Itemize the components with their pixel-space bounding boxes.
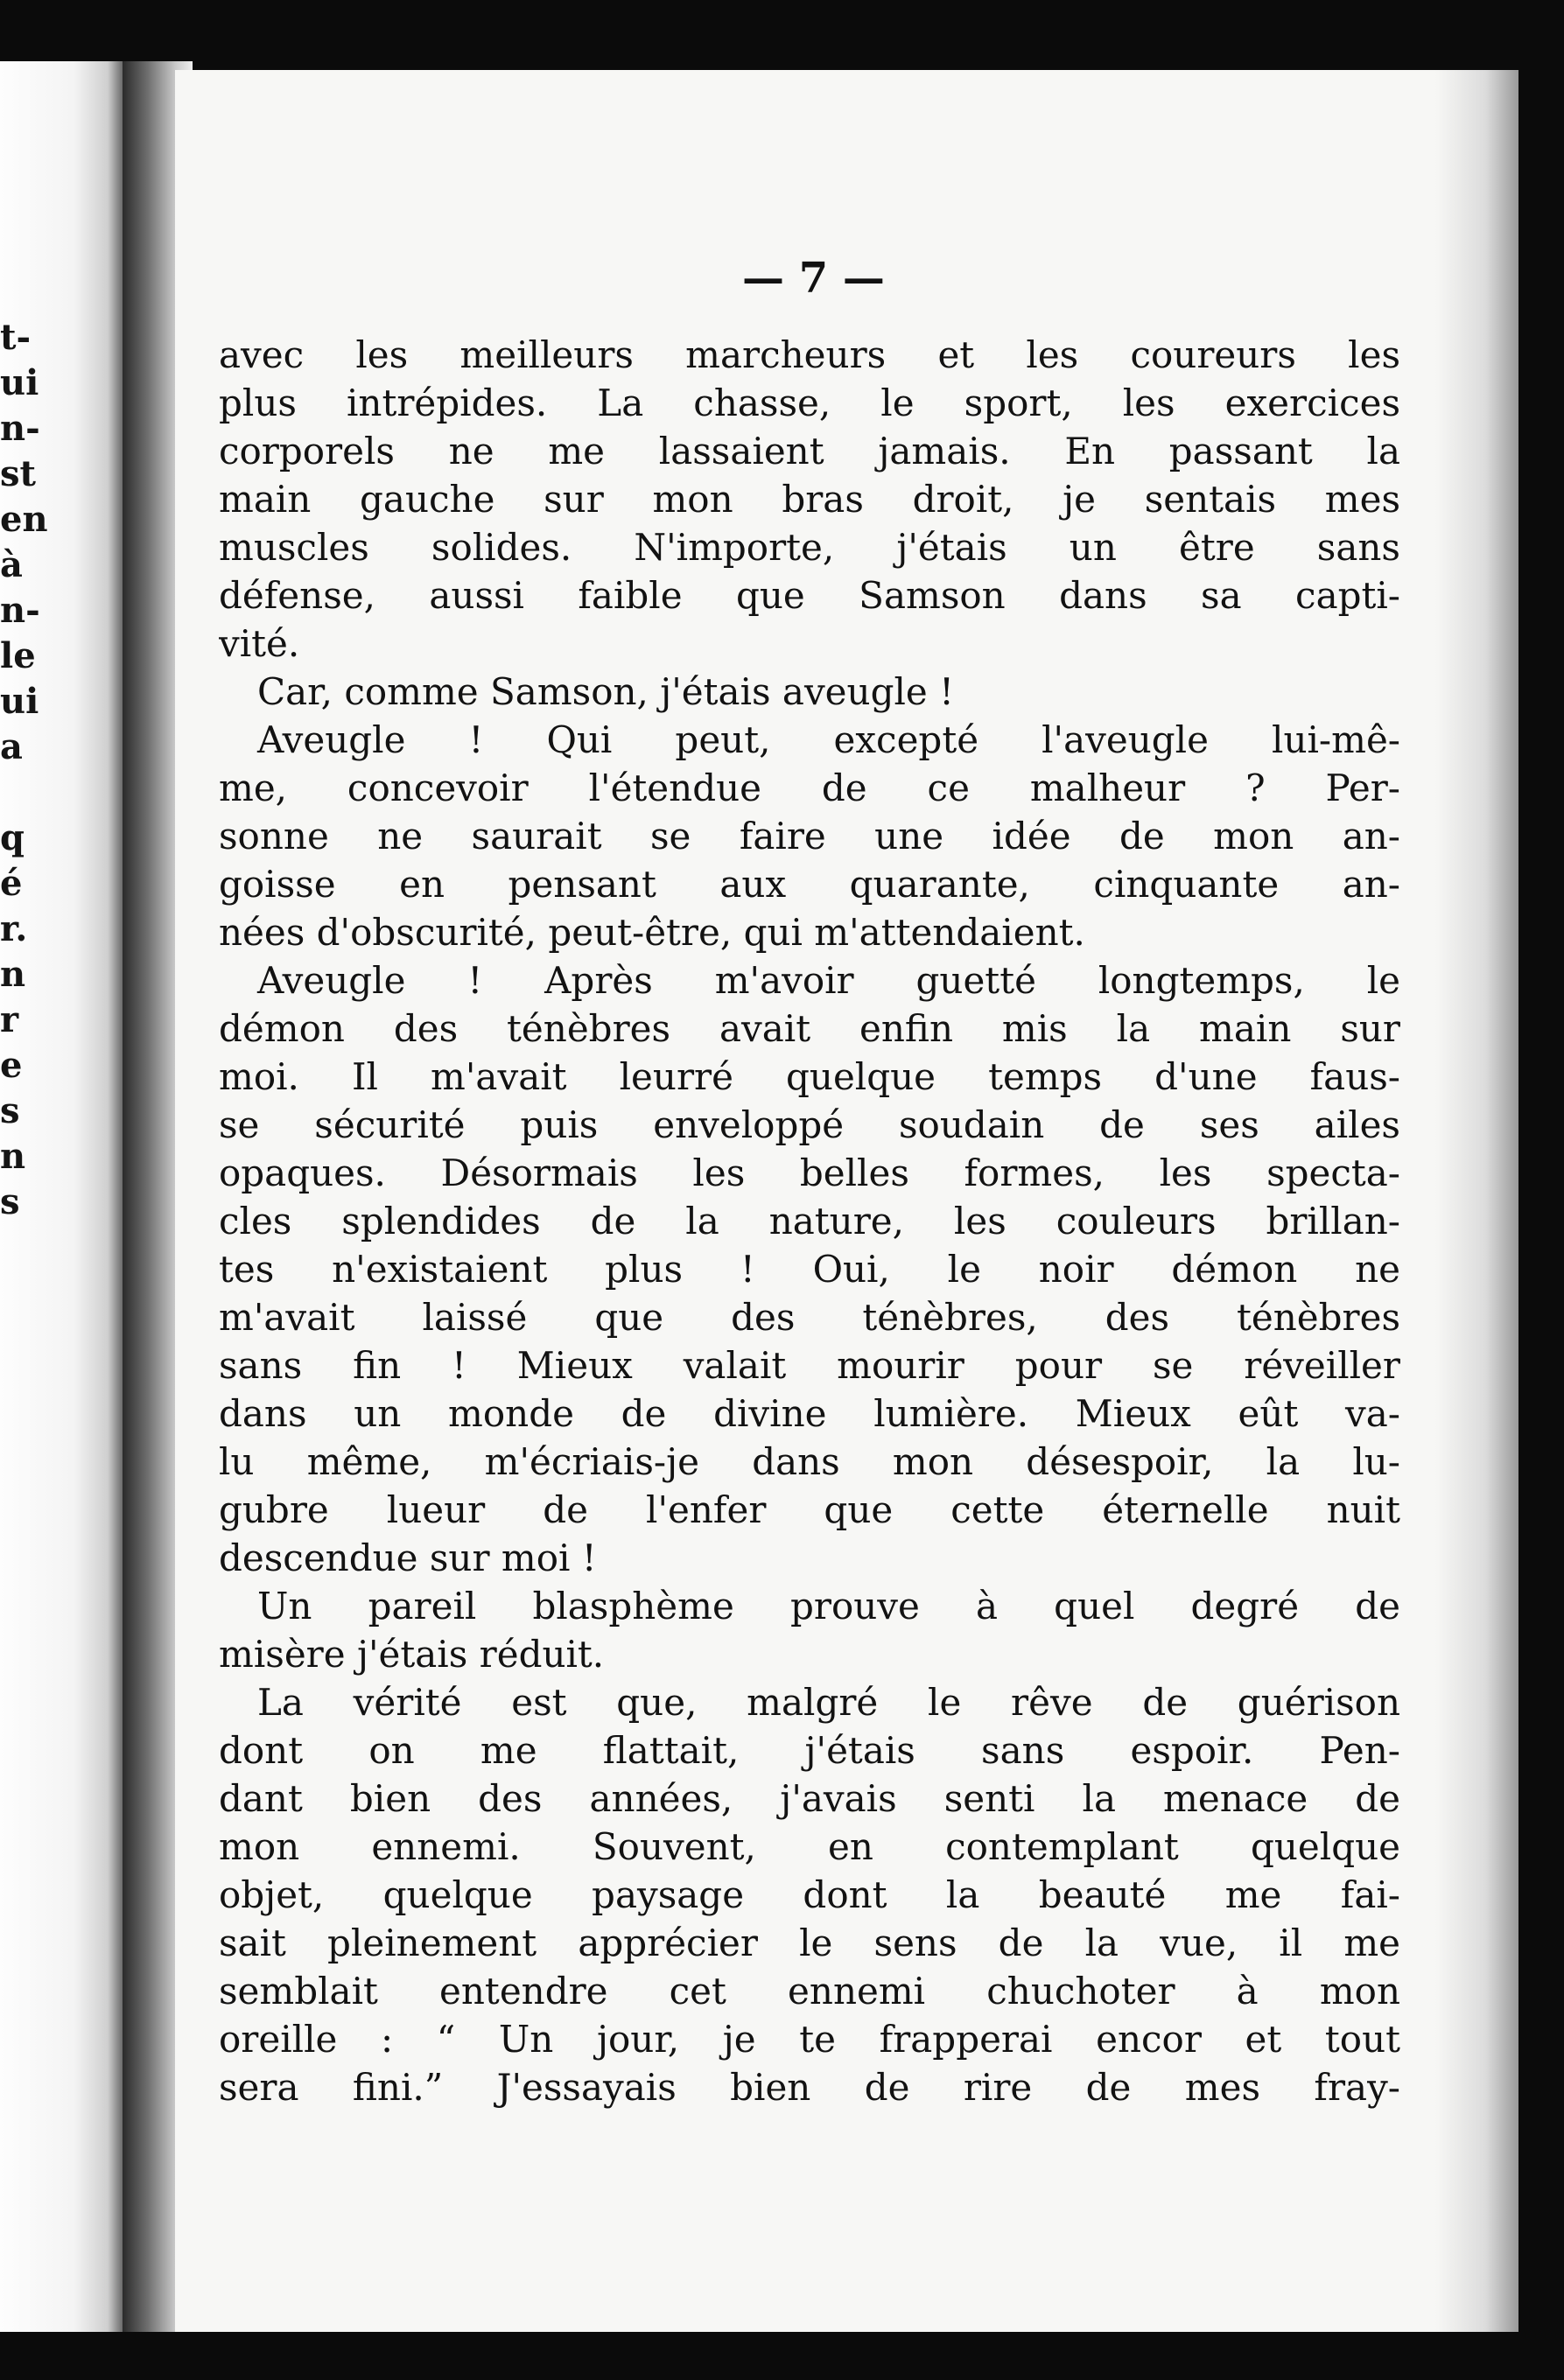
facing-page-fragment: en — [0, 499, 48, 540]
text-line: défense, aussi faible que Samson dans sa capti- — [219, 574, 1400, 617]
text-line: dant bien des années, j'avais senti la menace de — [219, 1777, 1400, 1820]
text-line: main gauche sur mon bras droit, je sentais mes — [219, 478, 1400, 521]
text-line: avec les meilleurs marcheurs et les coureurs les — [219, 333, 1400, 376]
facing-page-fragment: ui — [0, 681, 39, 722]
facing-page-fragment: s — [0, 1090, 20, 1131]
text-line: sera fini.” J'essayais bien de rire de mes fray- — [219, 2066, 1400, 2109]
page-body-text — [219, 331, 1400, 2111]
facing-page-fragment: le — [0, 635, 36, 676]
text-line: oreille : “ Un jour, je te frapperai encor et tout — [219, 2018, 1400, 2061]
text-line: goisse en pensant aux quarante, cinquante an- — [219, 863, 1400, 906]
text-line: m'avait laissé que des ténèbres, des ténèbres — [219, 1296, 1400, 1339]
text-line: Un pareil blasphème prouve à quel degré de — [257, 1585, 1400, 1628]
facing-page-fragment: st — [0, 453, 36, 494]
text-line: tes n'existaient plus ! Oui, le noir démon ne — [219, 1248, 1400, 1291]
text-line: dont on me flattait, j'étais sans espoir. Pen- — [219, 1729, 1400, 1772]
text-line: mon ennemi. Souvent, en contemplant quelque — [219, 1825, 1400, 1868]
facing-page-fragment: n- — [0, 408, 40, 449]
facing-page-fragment — [0, 770, 53, 816]
text-line: gubre lueur de l'enfer que cette éternelle nuit — [219, 1488, 1400, 1531]
text-line: Aveugle ! Après m'avoir guetté longtemps, le — [257, 959, 1400, 1002]
text-line: dans un monde de divine lumière. Mieux eût va- — [219, 1392, 1400, 1435]
facing-page-fragment: é — [0, 863, 23, 904]
page-number: — 7 — — [742, 254, 885, 303]
text-line: nées d'obscurité, peut-être, qui m'attendaient. — [219, 911, 1085, 954]
text-line: corporels ne me lassaient jamais. En passant la — [219, 430, 1400, 472]
facing-page-text-fragments — [0, 315, 53, 1225]
facing-page-fragment: à — [0, 544, 23, 585]
text-line: semblait entendre cet ennemi chuchoter à mon — [219, 1970, 1400, 2012]
text-line: sait pleinement apprécier le sens de la vue, il me — [219, 1922, 1400, 1964]
facing-page-fragment: t- — [0, 317, 32, 358]
text-line: opaques. Désormais les belles formes, les specta- — [219, 1152, 1400, 1194]
facing-page-fragment: a — [0, 726, 23, 767]
facing-page-fragment: n — [0, 1136, 26, 1177]
facing-page-fragment: e — [0, 1045, 23, 1086]
facing-page-fragment: q — [0, 817, 25, 858]
text-line: Aveugle ! Qui peut, excepté l'aveugle lui-mê- — [257, 718, 1400, 761]
text-line: muscles solides. N'importe, j'étais un être sans — [219, 526, 1400, 569]
text-line: cles splendides de la nature, les couleurs brillan- — [219, 1200, 1400, 1242]
text-line: démon des ténèbres avait enfin mis la main sur — [219, 1007, 1400, 1050]
text-line: misère j'étais réduit. — [219, 1633, 605, 1676]
page-edge-shadow — [1435, 70, 1518, 2332]
facing-page-fragment: r — [0, 999, 19, 1040]
facing-page-fragment: n — [0, 954, 26, 995]
text-line: sans fin ! Mieux valait mourir pour se réveiller — [219, 1344, 1400, 1387]
facing-page-fragment: s — [0, 1181, 20, 1222]
scan-bottom-border — [0, 2332, 1564, 2380]
text-line: Car, comme Samson, j'étais aveugle ! — [257, 670, 954, 713]
text-line: moi. Il m'avait leurré quelque temps d'une faus- — [219, 1055, 1400, 1098]
text-line: lu même, m'écriais-je dans mon désespoir, la lu- — [219, 1440, 1400, 1483]
text-line: se sécurité puis enveloppé soudain de ses ailes — [219, 1103, 1400, 1146]
text-line: La vérité est que, malgré le rêve de guérison — [257, 1681, 1400, 1724]
text-line: plus intrépides. La chasse, le sport, les exercices — [219, 382, 1400, 424]
text-line: descendue sur moi ! — [219, 1536, 597, 1579]
facing-page-fragment: n- — [0, 590, 40, 631]
facing-page-fragment: r. — [0, 908, 28, 949]
facing-page-left — [0, 61, 123, 2336]
text-line: objet, quelque paysage dont la beauté me fai- — [219, 1873, 1400, 1916]
facing-page-fragment: ui — [0, 362, 39, 403]
text-line: me, concevoir l'étendue de ce malheur ? Per- — [219, 766, 1400, 809]
text-line: sonne ne saurait se faire une idée de mon an- — [219, 815, 1400, 858]
text-line: vité. — [219, 622, 300, 665]
